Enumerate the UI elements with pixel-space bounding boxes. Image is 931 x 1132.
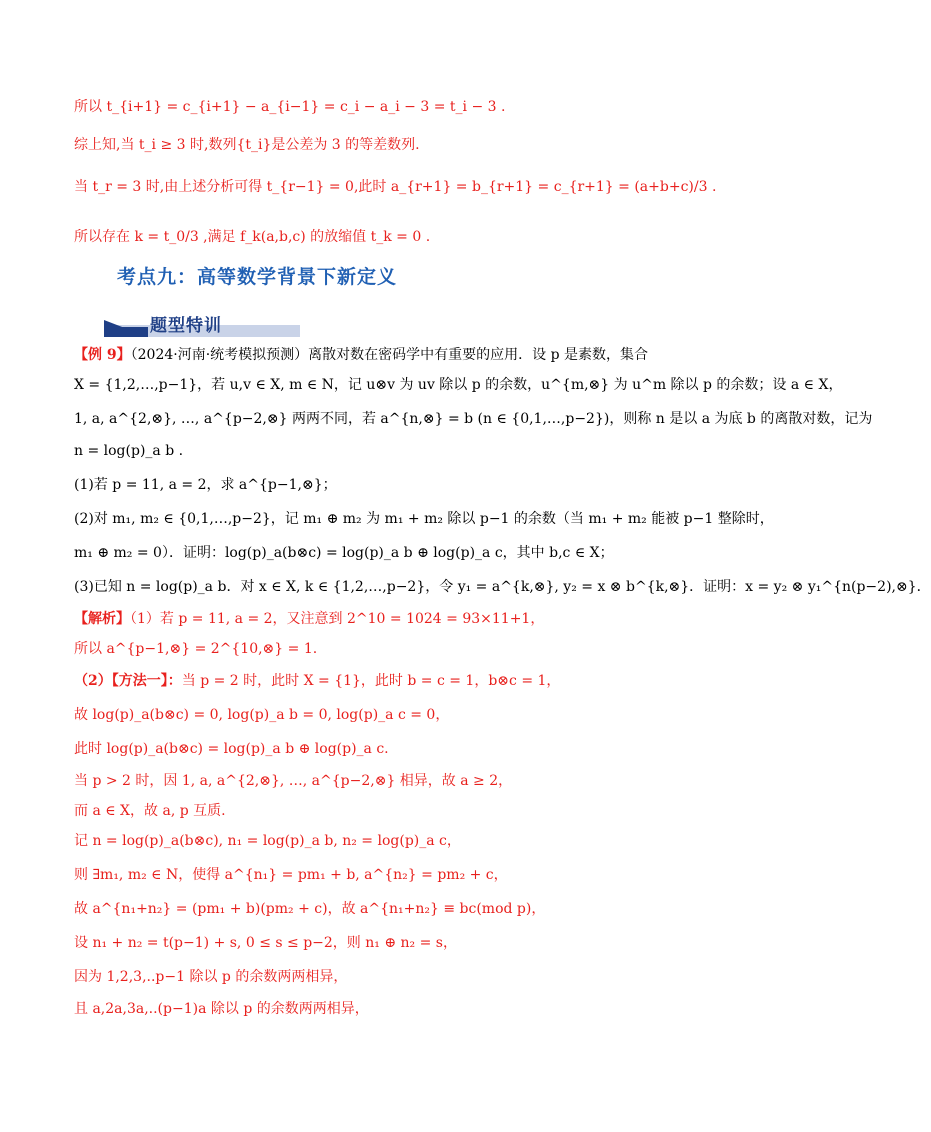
banner-label: 题型特训	[150, 316, 222, 336]
method-one-label: （2）【方法一】：	[74, 673, 182, 689]
question-2-part-a: (2)对 m₁, m₂ ∈ {0,1,…,p−2}，记 m₁ ⊕ m₂ 为 m₁ + m₂ 除以 p−1 的余数（当 m₁ + m₂ 能被 p−1 整除时，	[74, 511, 774, 527]
solution-line-1	[74, 608, 740, 630]
question-1: (1)若 p = 11, a = 2，求 a^{p−1,⊗}；	[74, 477, 337, 493]
question-3: (3)已知 n = log(p)_a b．对 x ∈ X, k ∈ {1,2,…,p−2}，令 y₁ = a^{k,⊗}, y₂ = x ⊗ b^{k,⊗}．证明：x = y₂ ⊗ y₁^{n(p−2),⊗}．	[74, 579, 931, 595]
solution-line-3-text: 当 p = 2 时，此时 X = {1}，此时 b = c = 1，b⊗c = 1，	[181, 673, 561, 689]
example-distinct-line: 1, a, a^{2,⊗}, …, a^{p−2,⊗} 两两不同，若 a^{n,⊗} = b (n ∈ {0,1,…,p−2})，则称 n 是以 a 为底 b 的离散对数，记为	[74, 411, 873, 427]
section-heading: 考点九：高等数学背景下新定义	[117, 266, 398, 288]
solution-line-10: 故 a^{n₁+n₂} = (pm₁ + b)(pm₂ + c)，故 a^{n₁+n₂} ≡ bc(mod p)，	[74, 901, 546, 917]
text-line-conclusion-2: 综上知,当 t_i ≥ 3 时,数列{t_i}是公差为 3 的等差数列.	[74, 137, 420, 153]
text-line-conclusion-4: 所以存在 k = t_0/3 ,满足 f_k(a,b,c) 的放缩值 t_k = 0 .	[74, 229, 431, 245]
example-intro-line	[74, 344, 740, 366]
solution-part-1-text: （1）若 p = 11, a = 2，又注意到 2^10 = 1024 = 93×11+1，	[130, 611, 545, 627]
solution-line-6: 当 p > 2 时，因 1, a, a^{2,⊗}, …, a^{p−2,⊗} 相异，故 a ≥ 2，	[74, 773, 513, 789]
example-intro: 离散对数在密码学中有重要的应用．设 p 是素数，集合	[308, 347, 649, 363]
question-2-part-b: m₁ ⊕ m₂ = 0）．证明：log(p)_a(b⊗c) = log(p)_a b ⊕ log(p)_a c，其中 b,c ∈ X；	[74, 545, 614, 561]
section-banner	[104, 310, 304, 340]
example-set-line: X = {1,2,…,p−1}，若 u,v ∈ X, m ∈ N，记 u⊗v 为 uv 除以 p 的余数，u^{m,⊗} 为 u^m 除以 p 的余数；设 a ∈ X，	[74, 377, 843, 393]
solution-line-5: 此时 log(p)_a(b⊗c) = log(p)_a b ⊕ log(p)_a c.	[74, 741, 389, 757]
solution-line-13: 且 a,2a,3a,..(p−1)a 除以 p 的余数两两相异，	[74, 1001, 369, 1017]
text-line-conclusion-3: 当 t_r = 3 时,由上述分析可得 t_{r−1} = 0,此时 a_{r+1} = b_{r+1} = c_{r+1} = (a+b+c)/3 .	[74, 179, 717, 195]
banner-triangle	[104, 320, 148, 337]
solution-line-2: 所以 a^{p−1,⊗} = 2^{10,⊗} = 1.	[74, 641, 318, 657]
solution-line-3	[74, 670, 740, 692]
example-label: 【例 9】	[74, 347, 131, 363]
solution-line-4: 故 log(p)_a(b⊗c) = 0, log(p)_a b = 0, log(p)_a c = 0，	[74, 707, 450, 723]
solution-line-11: 设 n₁ + n₂ = t(p−1) + s, 0 ≤ s ≤ p−2，则 n₁ ⊕ n₂ = s，	[74, 935, 457, 951]
solution-line-12: 因为 1,2,3,..p−1 除以 p 的余数两两相异，	[74, 969, 348, 985]
solution-line-8: 记 n = log(p)_a(b⊗c), n₁ = log(p)_a b, n₂ = log(p)_a c，	[74, 833, 461, 849]
example-source: （2024·河南·统考模拟预测）	[130, 347, 309, 363]
text-line-conclusion-1: 所以 t_{i+1} = c_{i+1} − a_{i−1} = c_i − a_i − 3 = t_i − 3 .	[74, 99, 506, 115]
solution-label: 【解析】	[74, 611, 130, 627]
solution-line-7: 而 a ∈ X，故 a, p 互质.	[74, 803, 226, 819]
solution-line-9: 则 ∃m₁, m₂ ∈ N，使得 a^{n₁} = pm₁ + b, a^{n₂} = pm₂ + c，	[74, 867, 508, 883]
example-definition-line: n = log(p)_a b .	[74, 443, 184, 459]
